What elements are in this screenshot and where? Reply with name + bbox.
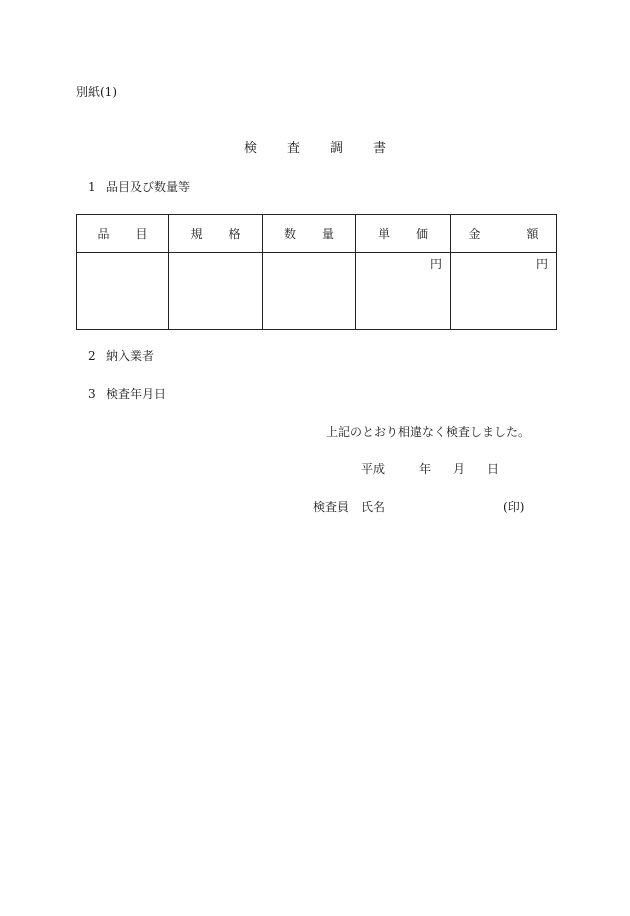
cell-item[interactable] (77, 253, 169, 330)
section-label: 検査年月日 (106, 387, 167, 401)
yen-suffix: 円 (429, 257, 442, 271)
header-item: 品 目 (77, 215, 169, 253)
section-items-heading (88, 180, 190, 194)
title-char: 調 (330, 141, 344, 156)
cell-amount[interactable] (451, 253, 557, 330)
header-quantity: 数 量 (263, 215, 356, 253)
date-line (361, 462, 499, 476)
seal-mark: (印) (503, 500, 525, 514)
title-char: 書 (373, 141, 387, 156)
era-label: 平成 (361, 462, 386, 476)
header-amount: 金 額 (451, 215, 557, 253)
table-header-row (77, 215, 557, 253)
month-label: 月 (453, 462, 466, 476)
cell-quantity[interactable] (263, 253, 356, 330)
section-label: 品目及び数量等 (106, 180, 191, 194)
section-label: 納入業者 (106, 349, 155, 363)
section-number: 3 (88, 387, 96, 401)
year-label: 年 (419, 462, 432, 476)
title-char: 検 (243, 141, 257, 156)
section-supplier-heading (88, 349, 154, 363)
section-number: 2 (88, 349, 96, 363)
cell-unit-price[interactable] (356, 253, 451, 330)
header-unit-price: 単 価 (356, 215, 451, 253)
items-table (76, 214, 557, 330)
section-inspection-date-heading (88, 387, 166, 401)
section-number: 1 (88, 180, 96, 194)
attachment-label: 別紙(1) (76, 85, 117, 99)
inspector-role: 検査員 (313, 500, 350, 514)
yen-suffix: 円 (535, 257, 548, 271)
day-label: 日 (487, 462, 500, 476)
title-char: 査 (286, 141, 300, 156)
inspection-statement: 上記のとおり相違なく検査しました。 (326, 425, 531, 439)
document-title (0, 142, 630, 156)
table-row (77, 253, 557, 330)
cell-spec[interactable] (169, 253, 263, 330)
name-label: 氏名 (361, 500, 386, 514)
inspector-line (313, 500, 524, 514)
header-spec: 規 格 (169, 215, 263, 253)
